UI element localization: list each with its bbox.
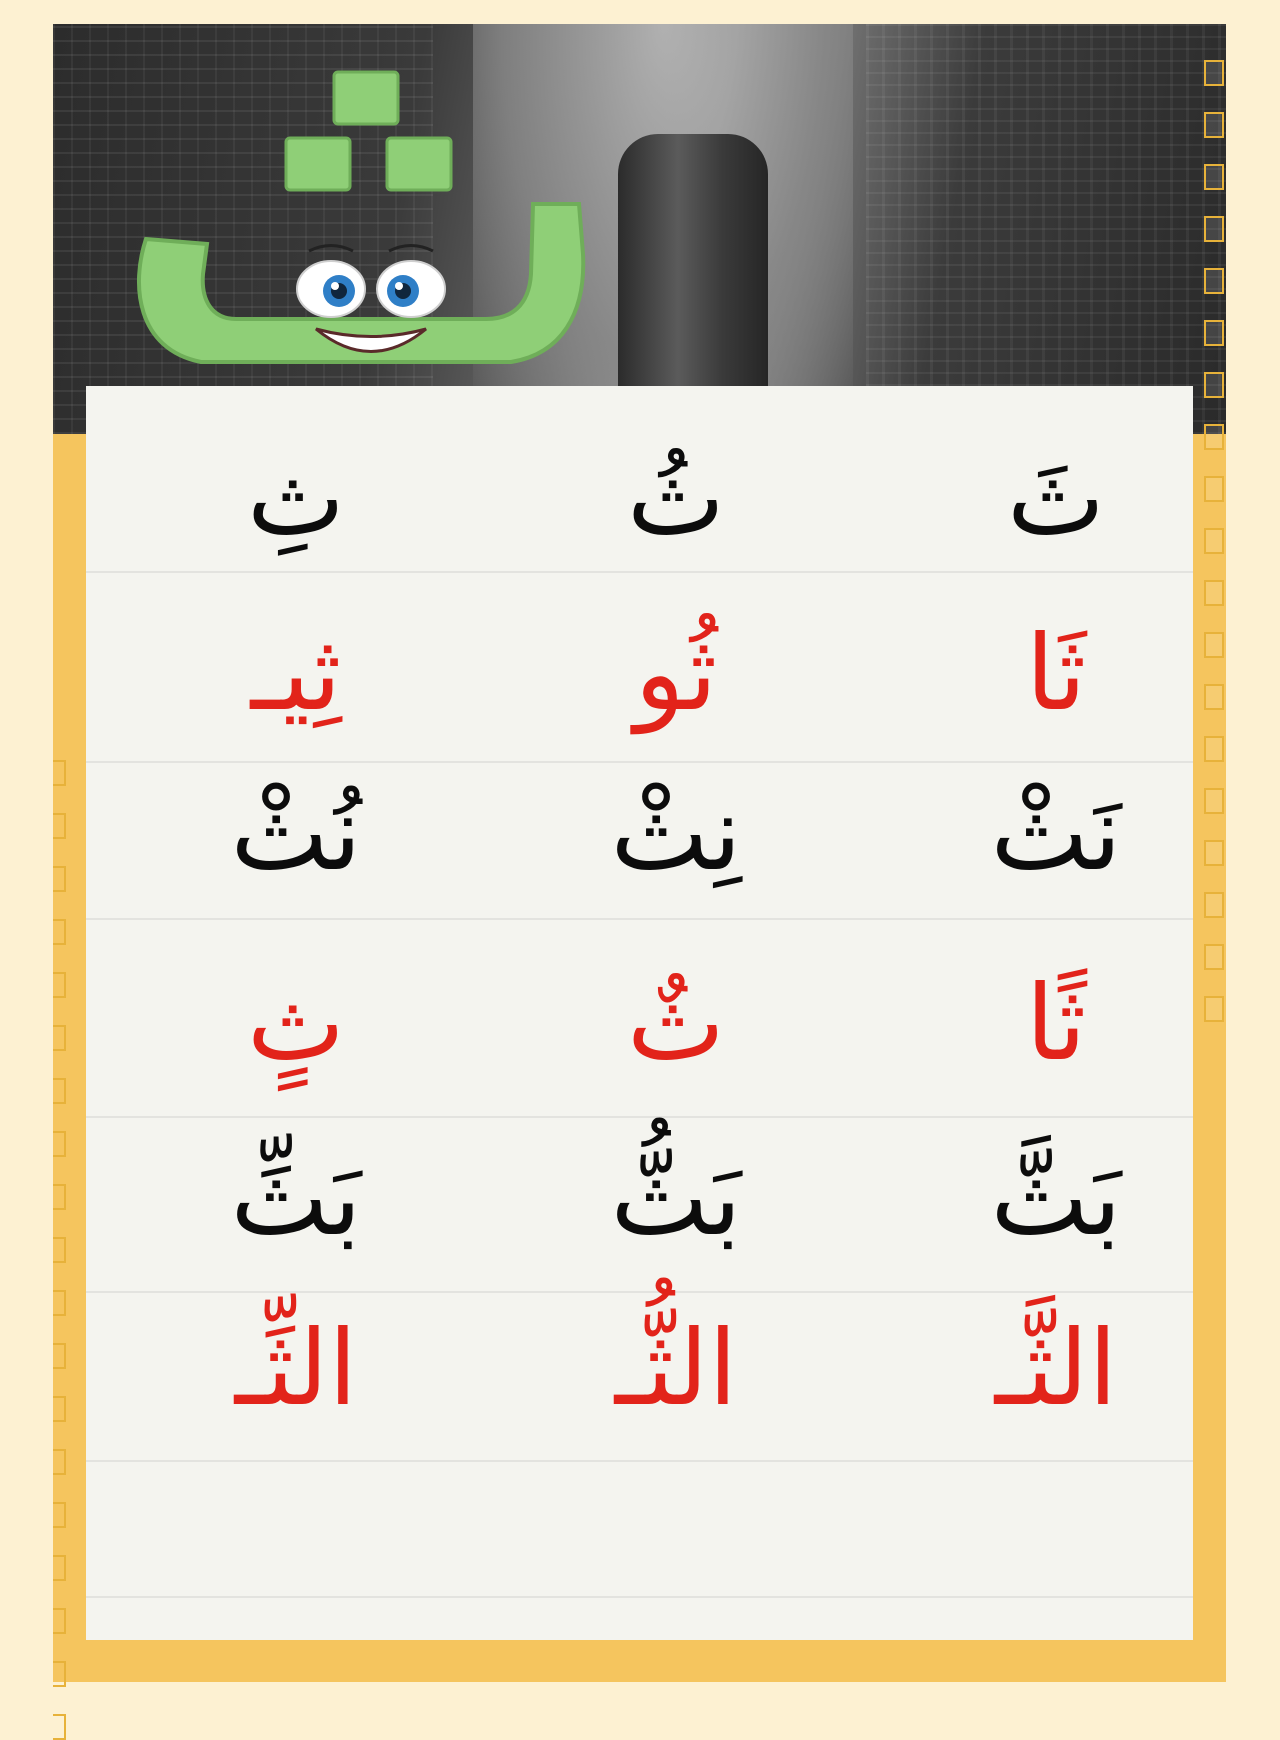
binding-ring (53, 1396, 66, 1422)
ruled-line (86, 1460, 1193, 1462)
binding-ring (53, 813, 66, 839)
binding-ring (53, 1290, 66, 1316)
binding-ring (1204, 788, 1224, 814)
binding-ring (1204, 320, 1224, 346)
binding-ring (53, 1025, 66, 1051)
binding-ring (53, 1555, 66, 1581)
syllable-cell: الثُّـ (614, 1307, 738, 1429)
syllable-cell: ثِيـ (250, 612, 342, 734)
syllable-cell: بَثَّ (990, 1137, 1122, 1259)
letter-tha-mascot (91, 44, 651, 404)
binding-ring (53, 1608, 66, 1634)
syllable-cell: ثُ (627, 437, 725, 559)
binding-rings-left (53, 760, 67, 1680)
binding-ring (53, 1502, 66, 1528)
binding-ring (53, 1184, 66, 1210)
binding-ring (1204, 112, 1224, 138)
binding-ring (53, 1131, 66, 1157)
binding-ring (1204, 424, 1224, 450)
binding-ring (53, 1449, 66, 1475)
mascot-dot-right (387, 138, 451, 190)
syllable-cell: نَثْ (990, 772, 1122, 894)
binding-ring (1204, 996, 1224, 1022)
binding-ring (53, 1714, 66, 1740)
binding-ring (1204, 892, 1224, 918)
syllable-cell: ثٌ (627, 962, 725, 1084)
binding-ring (1204, 736, 1224, 762)
practice-sheet (86, 386, 1193, 1640)
binding-ring (1204, 944, 1224, 970)
building-facade-right (866, 24, 1226, 434)
binding-ring (1204, 528, 1224, 554)
binding-ring (1204, 164, 1224, 190)
syllable-cell: ثٍ (247, 962, 345, 1084)
binding-ring (53, 1237, 66, 1263)
ruled-line (86, 571, 1193, 573)
syllable-cell: ثَا (1025, 612, 1087, 734)
binding-ring (53, 1661, 66, 1687)
syllable-cell: ثِ (247, 437, 345, 559)
binding-ring (53, 1078, 66, 1104)
binding-ring (1204, 840, 1224, 866)
binding-ring (1204, 476, 1224, 502)
binding-ring (1204, 684, 1224, 710)
syllable-cell: بَثُّ (610, 1137, 742, 1259)
binding-ring (1204, 216, 1224, 242)
binding-rings-right (1204, 60, 1226, 980)
syllable-cell: الثَّـ (994, 1307, 1118, 1429)
binding-ring (53, 760, 66, 786)
ruled-line (86, 918, 1193, 920)
binding-ring (1204, 268, 1224, 294)
syllable-cell: نِثْ (610, 772, 742, 894)
mascot-dot-top (334, 72, 398, 124)
binding-ring (53, 919, 66, 945)
syllable-cell: بَثِّ (230, 1137, 362, 1259)
syllable-cell: الثِّـ (234, 1307, 358, 1429)
binding-ring (53, 1343, 66, 1369)
syllable-cell: ثُو (634, 612, 718, 734)
syllable-cell: ثًا (1025, 962, 1087, 1084)
mascot-dot-left (286, 138, 350, 190)
binding-ring (1204, 580, 1224, 606)
ruled-line (86, 1596, 1193, 1598)
binding-ring (53, 972, 66, 998)
city-skyline-banner (53, 24, 1226, 434)
binding-ring (1204, 372, 1224, 398)
ruled-line (86, 1116, 1193, 1118)
syllable-cell: نُثْ (230, 772, 362, 894)
syllable-cell: ثَ (1007, 437, 1105, 559)
binding-ring (53, 866, 66, 892)
binding-ring (1204, 60, 1224, 86)
ruled-line (86, 761, 1193, 763)
binding-ring (1204, 632, 1224, 658)
ruled-line (86, 1291, 1193, 1293)
